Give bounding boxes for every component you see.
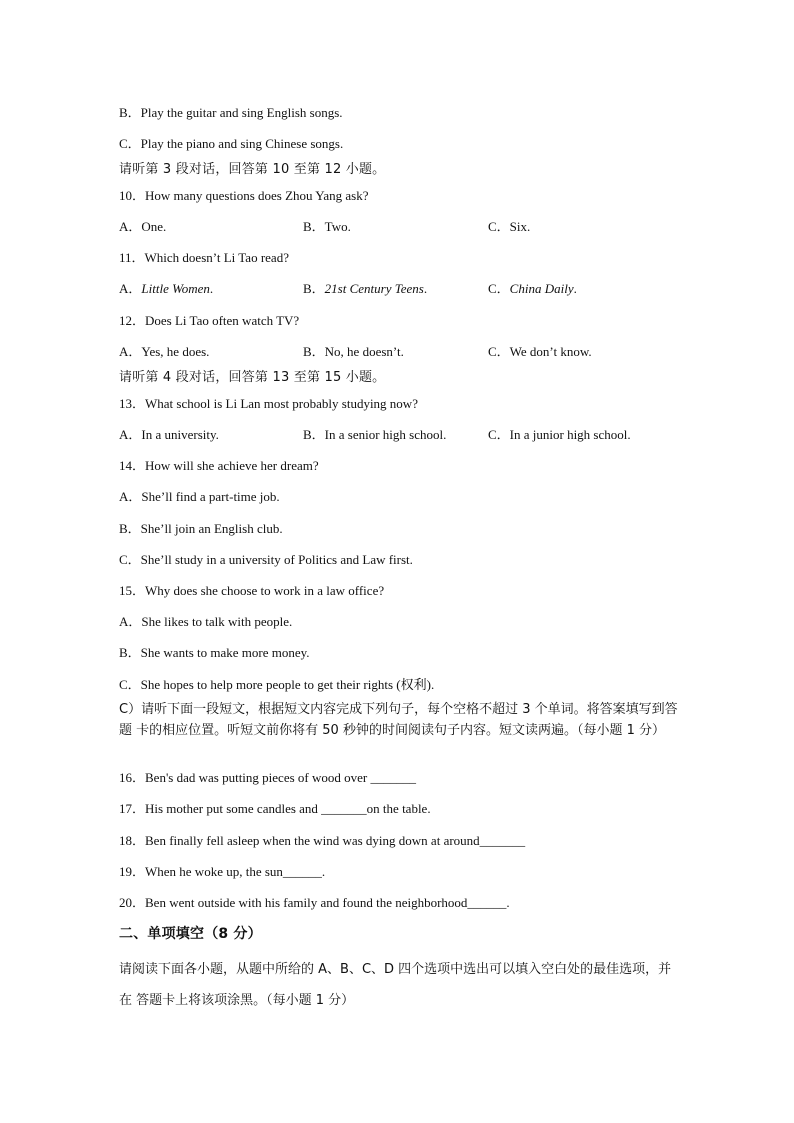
- option-11b: [303, 281, 427, 297]
- option-11a: [119, 281, 213, 297]
- option-9b: B．Play the guitar and sing English songs.: [119, 105, 343, 120]
- question-16: 16．Ben's dad was putting pieces of wood over _______: [119, 770, 416, 785]
- question-11: 11．Which doesn’t Li Tao read?: [119, 250, 289, 265]
- newspaper-title: China Daily: [509, 281, 574, 296]
- book-title: Little Women: [141, 281, 210, 296]
- option-15c: C．She hopes to help more people to get their rights (权利).: [119, 677, 435, 692]
- question-19: 19．When he woke up, the sun______.: [119, 864, 326, 879]
- option-9c: C．Play the piano and sing Chinese songs.: [119, 136, 344, 151]
- instruction-dialog-3: 请听第 3 段对话，回答第 10 至第 12 小题。: [119, 162, 386, 177]
- option-suffix: .: [423, 281, 428, 296]
- section-instruction: 请阅读下面各小题，从题中所给的 A、B、C、D 四个选项中选出可以填入空白处的最佳选项，并在 答题卡上将该项涂黑。（每小题 1 分）: [119, 962, 672, 1008]
- option-10c: C．Six.: [488, 219, 531, 234]
- option-13b: B．In a senior high school.: [303, 427, 447, 442]
- option-15b: B．She wants to make more money.: [119, 645, 310, 660]
- question-14: 14．How will she achieve her dream?: [119, 458, 319, 473]
- option-suffix: .: [573, 281, 577, 296]
- option-14c: C．She’ll study in a university of Politics and Law first.: [119, 552, 413, 567]
- question-13: 13．What school is Li Lan most probably studying now?: [119, 396, 418, 411]
- option-14a: A．She’ll find a part-time job.: [119, 489, 280, 504]
- option-14b: B．She’ll join an English club.: [119, 521, 283, 536]
- option-prefix: A．: [119, 281, 142, 296]
- instruction-dialog-4: 请听第 4 段对话，回答第 13 至第 15 小题。: [119, 370, 386, 385]
- option-suffix: .: [209, 281, 214, 296]
- option-prefix: B．: [303, 281, 325, 296]
- question-20: 20．Ben went outside with his family and found the neighborhood______.: [119, 895, 510, 910]
- part-c-instruction: C）请听下面一段短文，根据短文内容完成下列句子，每个空格不超过 3 个单词。将答案填写到答题 卡的相应位置。听短文前你将有 50 秒钟的时间阅读句子内容。短文读两遍。（每小题 1 分）: [119, 702, 678, 738]
- option-10b: B．Two.: [303, 219, 351, 234]
- option-10a: A．One.: [119, 219, 167, 234]
- question-15: 15．Why does she choose to work in a law office?: [119, 583, 385, 598]
- option-12b: B．No, he doesn’t.: [303, 344, 404, 359]
- option-15a: A．She likes to talk with people.: [119, 614, 293, 629]
- option-12c: C．We don’t know.: [488, 344, 592, 359]
- option-prefix: C．: [488, 281, 510, 296]
- option-13c: C．In a junior high school.: [488, 427, 631, 442]
- question-17: 17．His mother put some candles and _______on the table.: [119, 801, 431, 816]
- option-12a: A．Yes, he does.: [119, 344, 210, 359]
- option-13a: A．In a university.: [119, 427, 219, 442]
- question-12: 12．Does Li Tao often watch TV?: [119, 313, 300, 328]
- section-heading: 二、单项填空（8 分）: [119, 926, 262, 942]
- magazine-title: 21st Century Teens: [324, 281, 424, 296]
- option-11c: [488, 281, 577, 297]
- question-18: 18．Ben finally fell asleep when the wind was dying down at around_______: [119, 833, 526, 848]
- question-10: 10．How many questions does Zhou Yang ask?: [119, 188, 369, 203]
